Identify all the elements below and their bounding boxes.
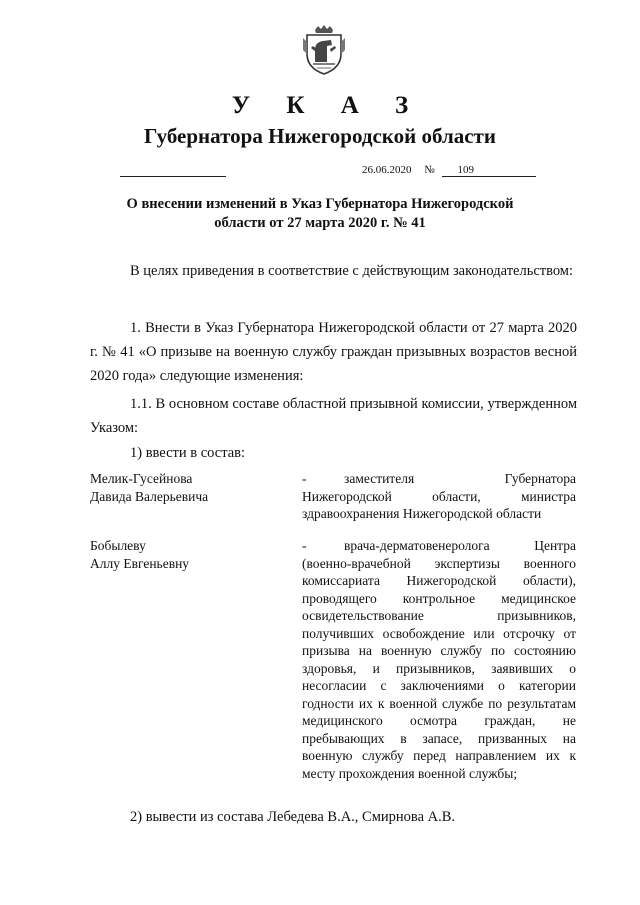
date-number-block [362, 164, 536, 177]
number-label: № [424, 164, 435, 176]
item-1-1-paragraph: 1.1. В основном составе областной призывной комиссии, утвержденном Указом: [90, 396, 577, 436]
subitem-1-paragraph: 1) ввести в состав: [130, 445, 246, 461]
member-description-text: заместителя Губернатора Нижегородской области, министра здравоохранения Нижегородской области [302, 471, 576, 521]
member-description [302, 470, 576, 523]
member-name-line-1: Мелик-Гусейнова [90, 471, 193, 486]
document-date: 26.06.2020 [362, 164, 412, 176]
member-description-text: врача-дерматовенеролога Центра (военно-врачебной экспертизы военного комиссариата Нижегородской области), проводящего контрольное медицинское освидетельствование призывников, получивших освобождение или отсрочку от призыва на военную службу по состоянию здоровья, и призывников, заявивших о несогласии с заключениями о категории годности их к военной службе по результатам медицинского осмотра граждан, не пребывающих в запасе, призванных на военную службу перед направлением их к месту прохождения военной службы; [302, 538, 576, 781]
blank-line [120, 176, 226, 177]
member-name [90, 537, 189, 572]
coat-of-arms-icon [301, 24, 347, 76]
subitem-2-paragraph: 2) вывести из состава Лебедева В.А., Смирнова А.В. [130, 809, 456, 825]
document-number: 109 [442, 164, 536, 177]
item-1-paragraph: 1. Внести в Указ Губернатора Нижегородской области от 27 марта 2020 г. № 41 «О призыве на военную службу граждан призывных возрастов весной 2020 года» следующие изменения: [90, 320, 577, 384]
dash-mark: - [302, 471, 307, 486]
member-name-line-2: Аллу Евгеньевну [90, 555, 190, 571]
intro-paragraph: В целях приведения в соответствие с действующим законодательством: [130, 263, 574, 279]
heading-line-2: области от 27 марта 2020 г. № 41 [214, 215, 426, 231]
document-subtitle: Губернатора Нижегородской области [144, 124, 496, 148]
member-name [90, 470, 208, 505]
dash-mark: - [302, 538, 307, 553]
member-name-line-2: Давида Валерьевича [90, 488, 209, 504]
document-heading [100, 195, 540, 233]
document-title: У К А З [231, 92, 424, 119]
heading-line-1: О внесении изменений в Указ Губернатора Нижегородской [126, 196, 514, 212]
member-description [302, 537, 576, 782]
member-name-line-1: Бобылеву [90, 538, 146, 553]
